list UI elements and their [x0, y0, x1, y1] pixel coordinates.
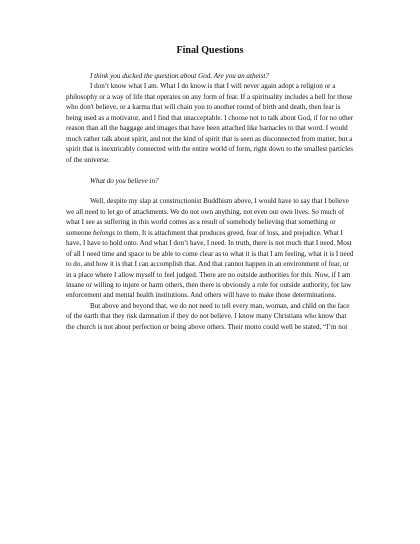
page-title: Final Questions: [176, 45, 244, 56]
question-paragraph: What do you believe in?: [90, 176, 159, 185]
document-body: [66, 71, 354, 332]
answer-text: to them. It is attachment that produces greed, fear of loss, and prejudice. What I have, I have to hold onto. And what I don’t have, I need. In truth, there is not much that I need. Most of all I need time and space to be able to come clear as to what it is that I am feeling, what it is I need to do, and how it is that I can accomplish that. And that cannot happen in an environment of fear, or in a place where I allow myself to feel judged. There are no outside authorities for this. Now, if I am insane or willing to injure or harm others, then there is obviously a role for outside authority, for law enforcement and mental health institutions. And others will have to make those determinations.: [66, 228, 354, 300]
question-paragraph: I think you ducked the question about God. Are you an atheist?: [90, 72, 269, 80]
answer-paragraph: I don’t know what I am. What I do know is that I will never again adopt a religion or a philosophy or a way of life that operates on any form of fear. If a spirituality includes a hell for those who don't believe, or a karma that will chain you to another round of birth and death, then fear is being used as a motivator, and I find that unacceptable. I choose not to talk about God, if for no other reason than all the baggage and images that have been attached like barnacles to that word. I would much rather talk about spirit, and not the kind of spirit that is seen as disconnected from matter, but a spirit that is inextricably connected with the entire world of form, right down to the smallest particles of the universe.: [66, 82, 354, 164]
answer-paragraph: But above and beyond that, we do not need to tell every man, woman, and child on the face of the earth that they risk damnation if they do not believe. I know many Christians who know that the church is not about perfection or being above others. Their motto could well be stated, “I’m not: [66, 301, 350, 331]
emphasized-word: belongs: [93, 228, 116, 237]
answer-paragraph: [66, 196, 354, 301]
answer-text: Well, despite my slap at constructionist Buddhism above, I would have to say that I believe we all need to let go of attachments. We do not own anything, not even our own lives. So much of what I see as suffering in this world comes as a result of somebody believing that something or someone: [66, 197, 349, 237]
